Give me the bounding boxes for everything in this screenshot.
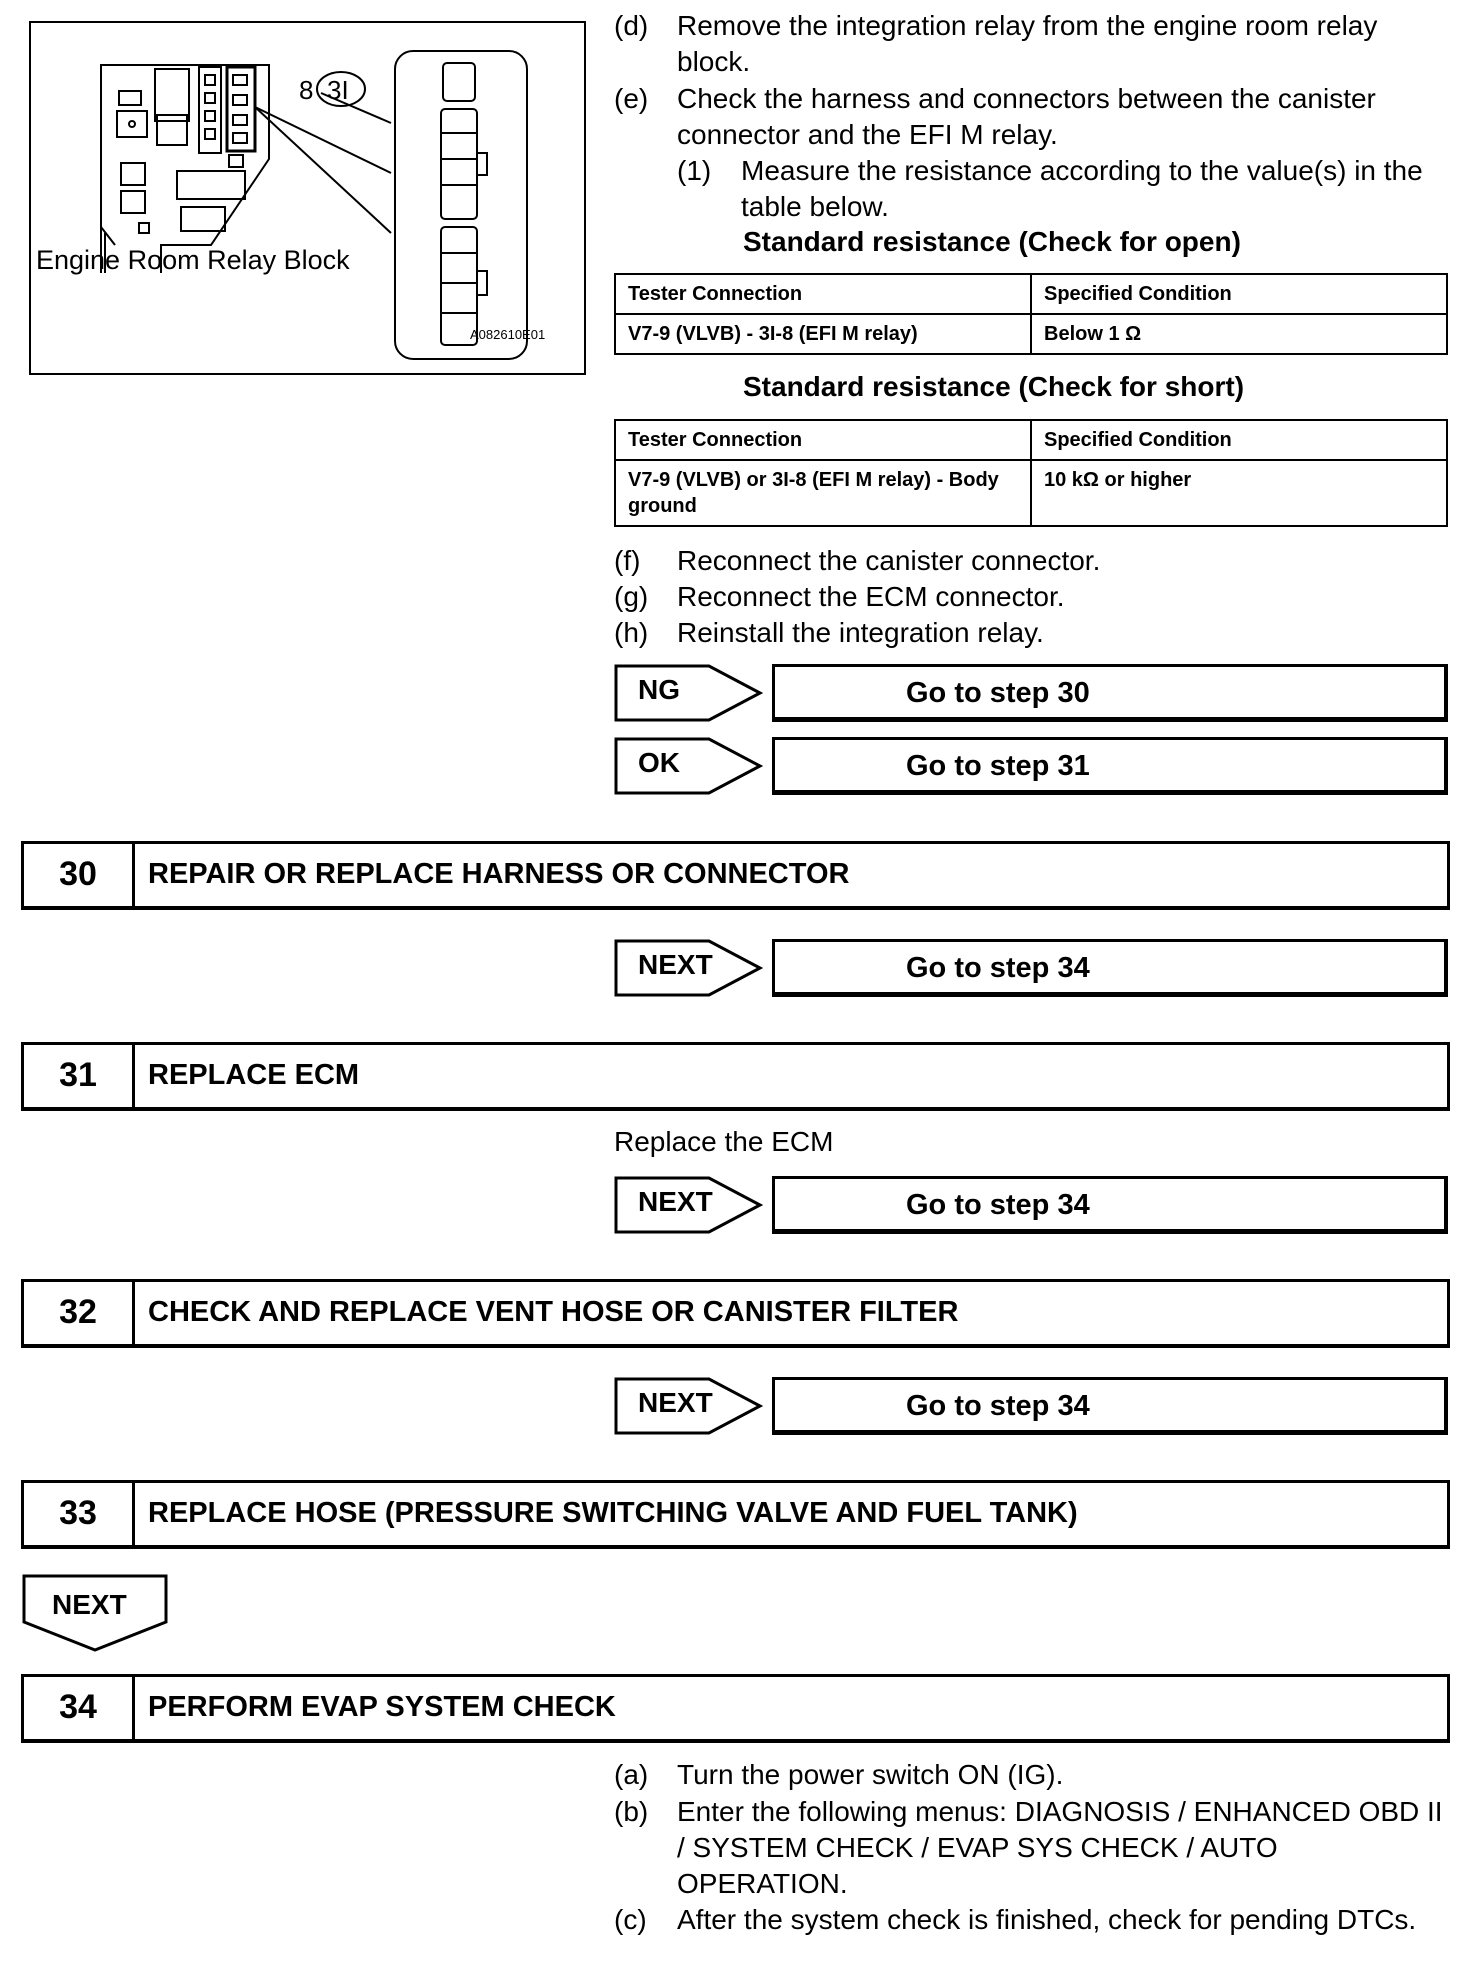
table-header: Tester Connection: [615, 274, 1031, 314]
figure-label: Engine Room Relay Block: [36, 245, 350, 275]
table-cell: V7-9 (VLVB) - 3I-8 (EFI M relay): [615, 314, 1031, 354]
section-32-bar: [21, 1279, 1450, 1348]
section-number: 30: [24, 844, 135, 906]
section-title: CHECK AND REPLACE VENT HOSE OR CANISTER FILTER: [148, 1296, 959, 1328]
next-down-tag[interactable]: NEXT: [22, 1574, 168, 1652]
open-check-table: [614, 273, 1448, 355]
table-header: Specified Condition: [1031, 420, 1447, 460]
section-number: 31: [24, 1045, 135, 1107]
section-33-bar: [21, 1480, 1450, 1549]
open-check-heading: Standard resistance (Check for open): [743, 226, 1241, 257]
next-tag: NEXT: [614, 1377, 762, 1435]
section-30-bar: [21, 841, 1450, 910]
goto-step-34[interactable]: Go to step 34: [772, 939, 1448, 997]
figure-code: A082610E01: [470, 327, 546, 342]
relay-block-diagram: [31, 23, 584, 373]
table-row: [615, 314, 1447, 354]
table-header: Specified Condition: [1031, 274, 1447, 314]
section-number: 34: [24, 1677, 135, 1739]
table-header: Tester Connection: [615, 420, 1031, 460]
replace-ecm-note: Replace the ECM: [614, 1126, 834, 1157]
arrow-tag-icon: [614, 737, 764, 797]
relay-block-figure: [29, 21, 586, 375]
arrow-tag-icon: [614, 664, 764, 724]
section-31-bar: [21, 1042, 1450, 1111]
table-cell: V7-9 (VLVB) or 3I-8 (EFI M relay) - Body ground: [615, 460, 1031, 526]
table-cell: 10 kΩ or higher: [1031, 460, 1447, 526]
table-cell: Below 1 Ω: [1031, 314, 1447, 354]
table-header-row: [615, 274, 1447, 314]
section-title: REPLACE HOSE (PRESSURE SWITCHING VALVE AND FUEL TANK): [148, 1497, 1078, 1529]
short-check-table: [614, 419, 1448, 527]
next-tag: NEXT: [614, 1176, 762, 1234]
section-title: REPAIR OR REPLACE HARNESS OR CONNECTOR: [148, 858, 850, 890]
goto-step-34[interactable]: Go to step 34: [772, 1377, 1448, 1435]
section-number: 32: [24, 1282, 135, 1344]
next-tag: NEXT: [614, 939, 762, 997]
section-title: PERFORM EVAP SYSTEM CHECK: [148, 1691, 616, 1723]
ok-tag: OK: [614, 737, 762, 795]
short-check-heading: Standard resistance (Check for short): [743, 371, 1245, 402]
ok-goto-step-31[interactable]: Go to step 31: [772, 737, 1448, 795]
connector-id: 3I: [327, 75, 349, 105]
section-number: 33: [24, 1483, 135, 1545]
ng-goto-step-30[interactable]: Go to step 30: [772, 664, 1448, 722]
ng-tag: NG: [614, 664, 762, 722]
table-row: [615, 460, 1447, 526]
table-header-row: [615, 420, 1447, 460]
section-title: REPLACE ECM: [148, 1059, 360, 1091]
goto-step-34[interactable]: Go to step 34: [772, 1176, 1448, 1234]
section-34-bar: [21, 1674, 1450, 1743]
pin-number: 8: [299, 75, 314, 105]
